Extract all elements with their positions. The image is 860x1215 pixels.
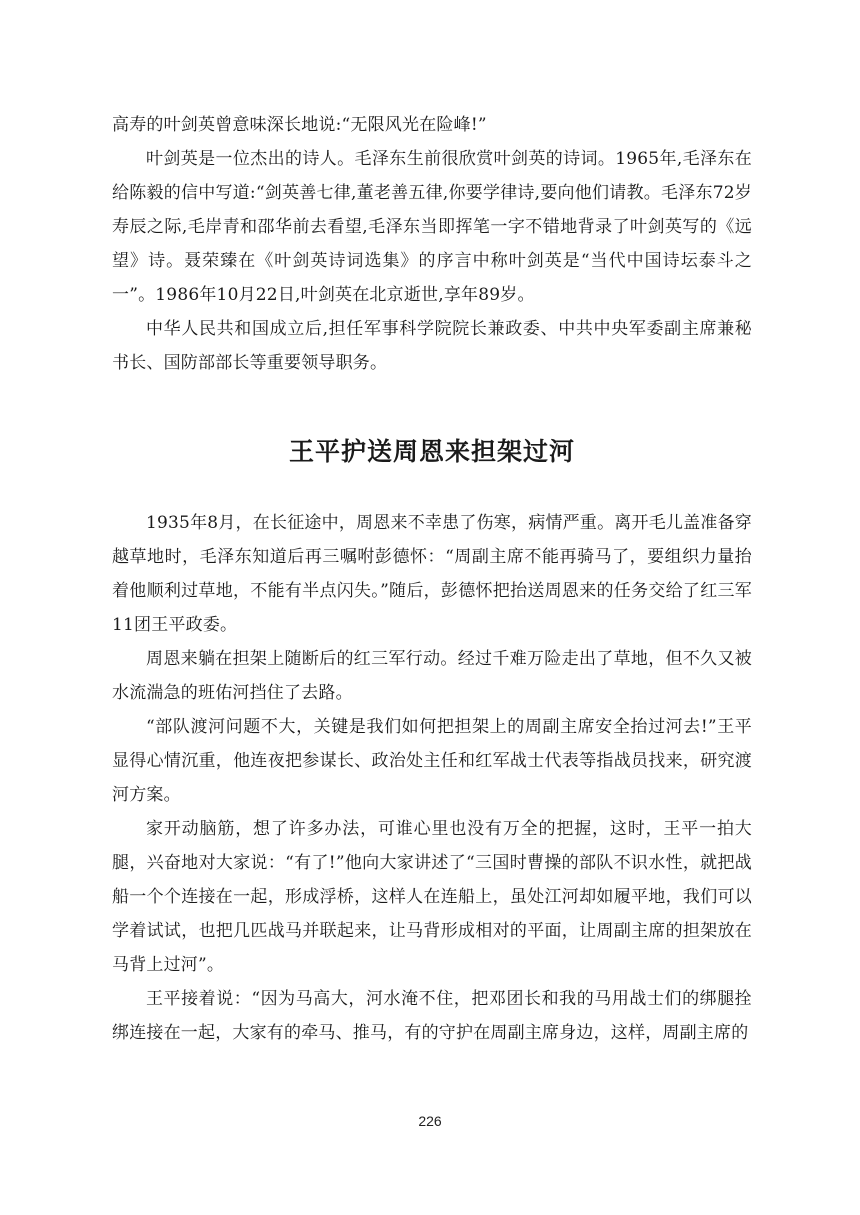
paragraph-continued: 高寿的叶剑英曾意味深长地说:“无限风光在险峰!” — [112, 115, 487, 135]
paragraph: 家开动脑筋，想了许多办法，可谁心里也没有万全的把握，这时，王平一拍大腿，兴奋地对大家说：“有了!”他向大家讲述了“三国时曹操的部队不识水性，就把战船一个个连接在一起，形成浮桥，这样人在连船上，虽处江河却如履平地，我们可以学着试试，也把几匹战马并联起来，让马背形成相对的平面，让周副主席的担架放在马背上过河”。 — [112, 819, 752, 975]
paragraph: 叶剑英是一位杰出的诗人。毛泽东生前很欣赏叶剑英的诗词。1965年,毛泽东在给陈毅的信中写道:“剑英善七律,董老善五律,你要学律诗,要向他们请教。毛泽东72岁寿辰之际,毛岸青和邵华前去看望,毛泽东当即挥笔一字不错地背录了叶剑英写的《远望》诗。聂荣臻在《叶剑英诗词选集》的序言中称叶剑英是“当代中国诗坛泰斗之一”。1986年10月22日,叶剑英在北京逝世,享年89岁。 — [112, 149, 752, 305]
paragraph: 1935年8月，在长征途中，周恩来不幸患了伤寒，病情严重。离开毛儿盖准备穿越草地时，毛泽东知道后再三嘱咐彭德怀：“周副主席不能再骑马了，要组织力量抬着他顺利过草地，不能有半点闪失。”随后，彭德怀把抬送周恩来的任务交给了红三军11团王平政委。 — [112, 513, 752, 635]
story-text — [112, 506, 752, 1050]
page-number: 226 — [418, 1113, 442, 1129]
previous-section-text — [112, 108, 752, 380]
paragraph: “部队渡河问题不大，关键是我们如何把担架上的周副主席安全抬过河去!”王平显得心情沉重，他连夜把参谋长、政治处主任和红军战士代表等指战员找来，研究渡河方案。 — [112, 717, 752, 805]
paragraph: 周恩来躺在担架上随断后的红三军行动。经过千难万险走出了草地，但不久又被水流湍急的班佑河挡住了去路。 — [112, 649, 752, 703]
paragraph: 王平接着说：“因为马高大，河水淹不住，把邓团长和我的马用战士们的绑腿拴绑连接在一起，大家有的牵马、推马，有的守护在周副主席身边，这样，周副主席的 — [112, 989, 752, 1043]
section-title: 王平护送周恩来担架过河 — [288, 437, 575, 466]
paragraph: 中华人民共和国成立后,担任军事科学院院长兼政委、中共中央军委副主席兼秘书长、国防部部长等重要领导职务。 — [112, 319, 752, 373]
